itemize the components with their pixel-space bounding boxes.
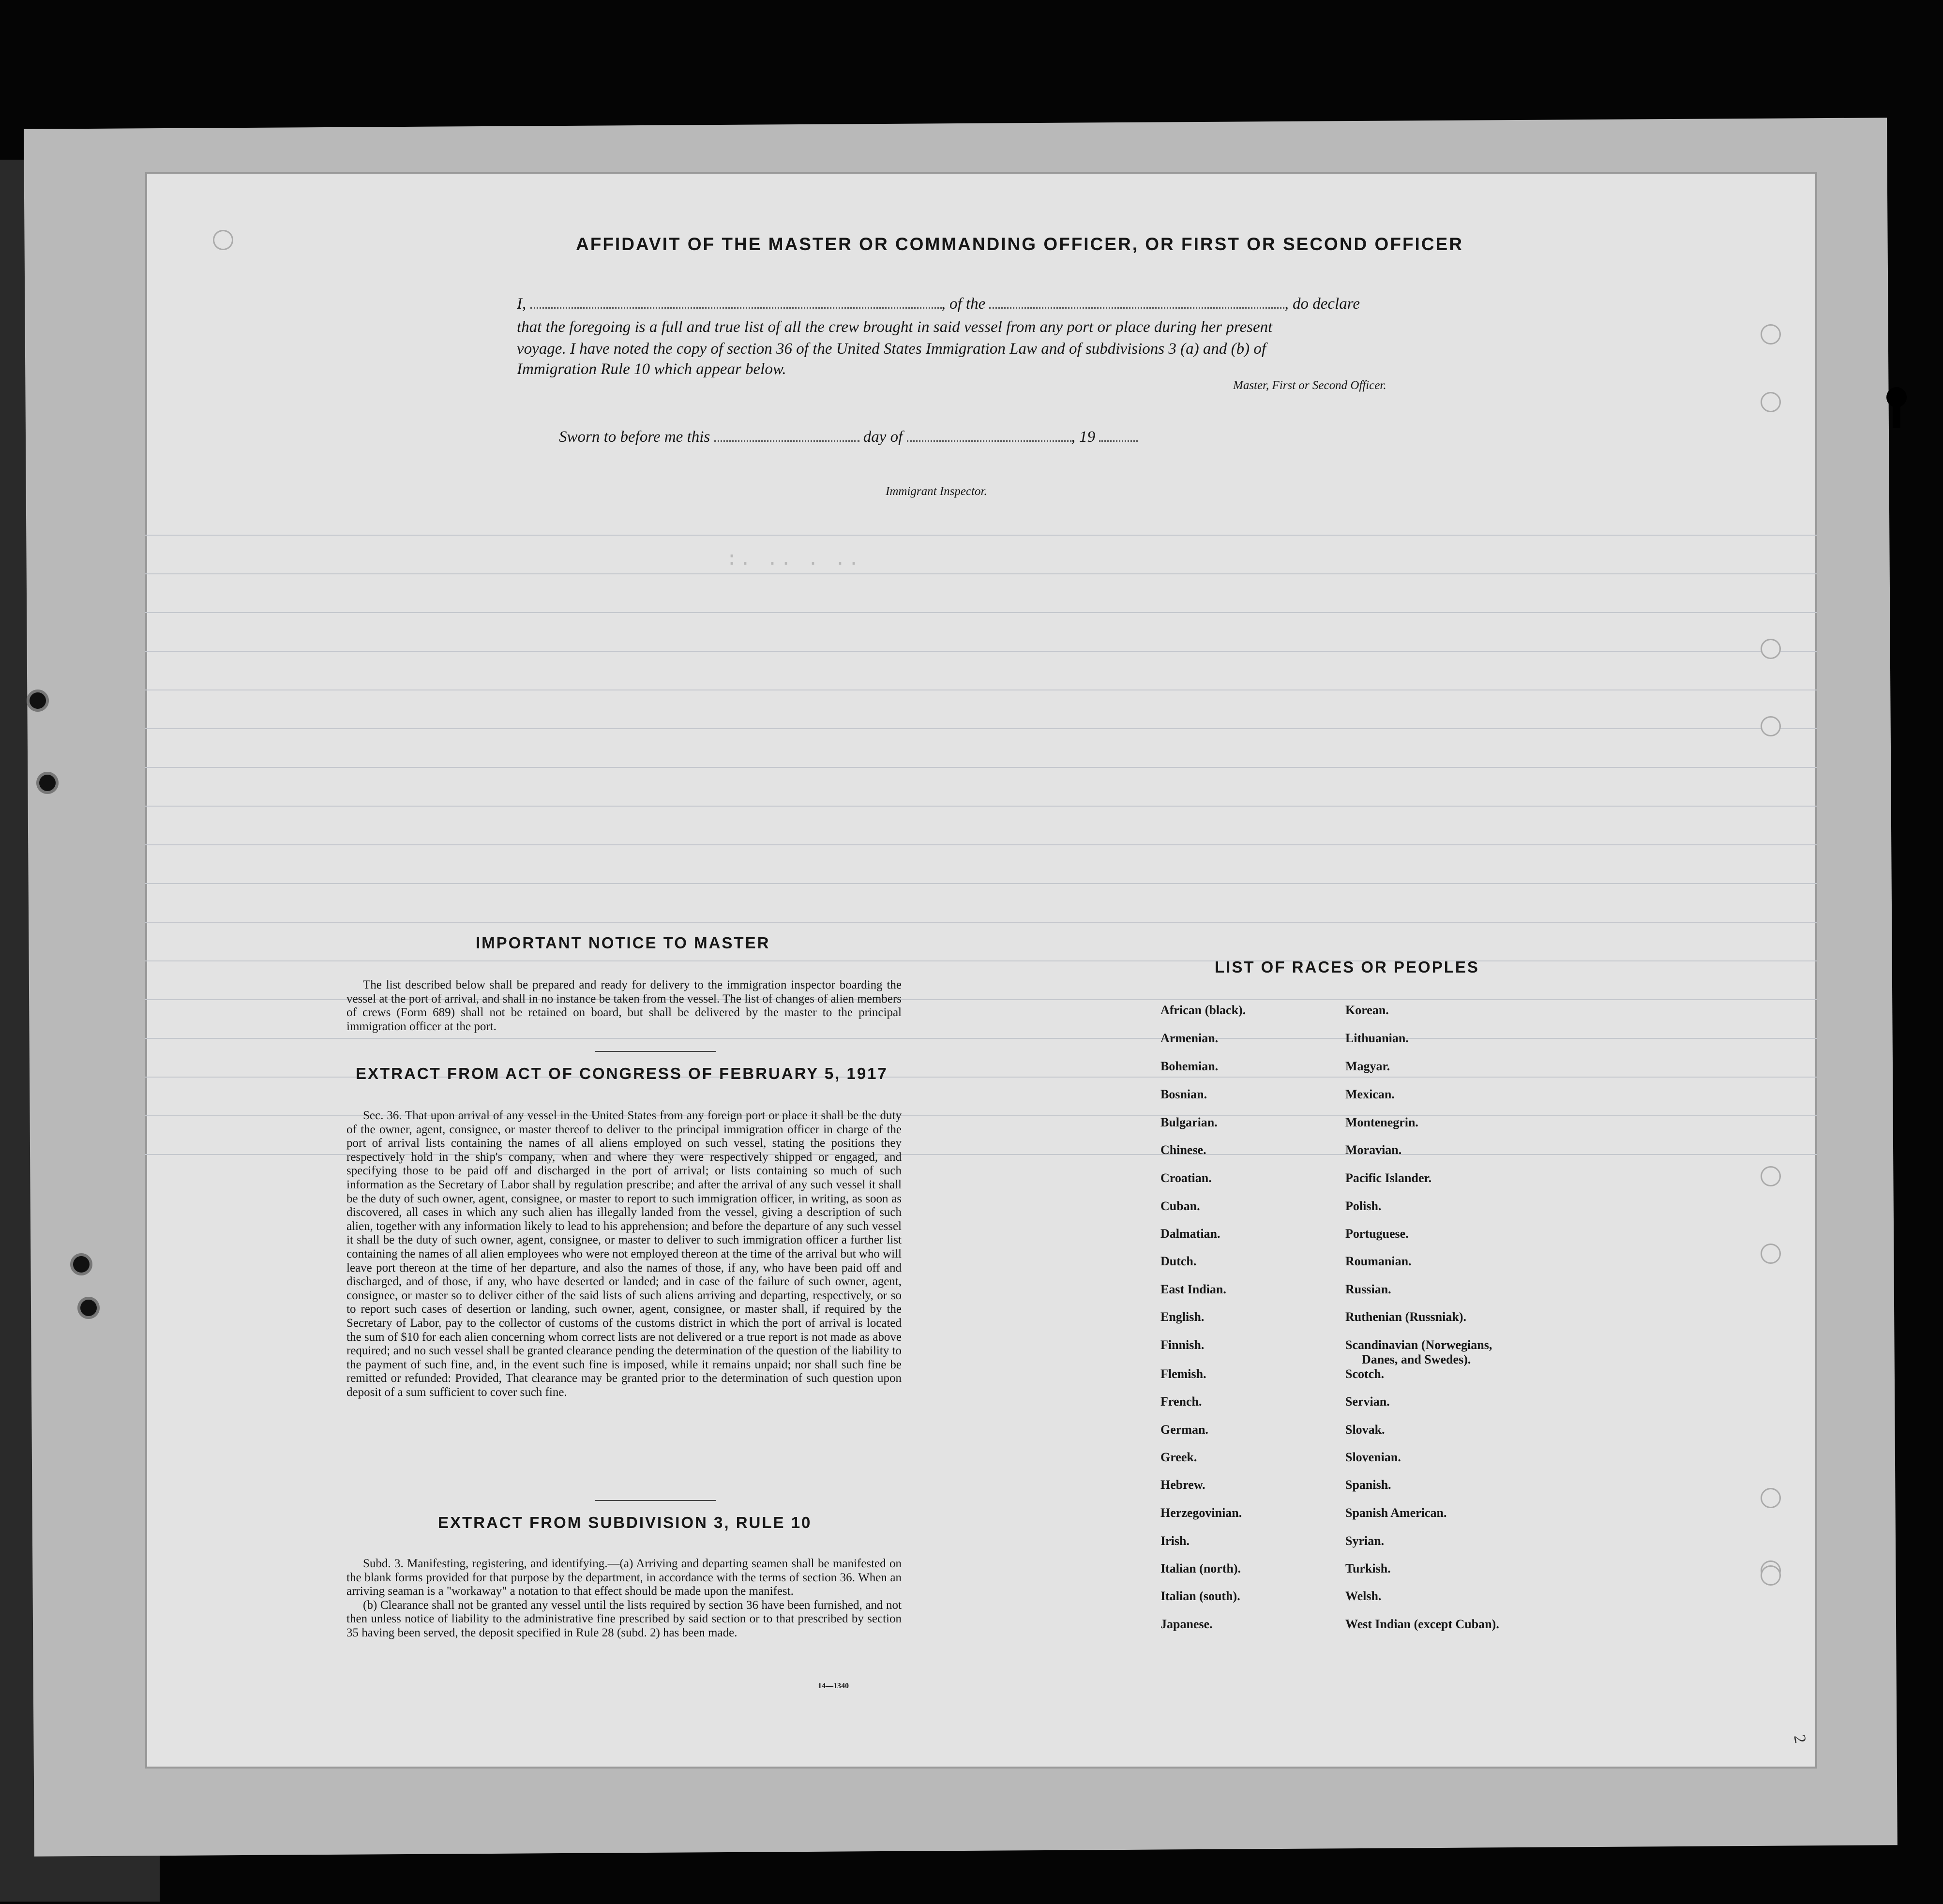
ruled-line <box>145 922 1817 923</box>
sworn-line <box>559 428 1138 446</box>
race-entry: Korean. <box>1345 1003 1389 1017</box>
race-entry: Ruthenian (Russniak). <box>1345 1310 1466 1324</box>
act-heading: EXTRACT FROM ACT OF CONGRESS OF FEBRUARY 5, 1917 <box>356 1064 888 1082</box>
hole-reinforcement <box>1761 1244 1781 1264</box>
bleed-through-text: :. .. . .. <box>726 549 862 571</box>
sworn-month-blank <box>907 429 1071 442</box>
hole-reinforcement <box>1761 716 1781 736</box>
race-entry: French. <box>1160 1394 1202 1409</box>
race-entry: Greek. <box>1160 1450 1197 1464</box>
race-entry: Slovenian. <box>1345 1450 1401 1464</box>
ruled-line <box>145 573 1817 574</box>
declaration-of-the: , of the <box>941 295 986 313</box>
race-entry: English. <box>1160 1310 1205 1324</box>
sworn-prefix: Sworn to before me this <box>559 428 710 446</box>
race-entry: Bohemian. <box>1160 1059 1219 1073</box>
master-signature-label: Master, First or Second Officer. <box>1233 379 1386 392</box>
hole-reinforcement <box>1761 324 1781 345</box>
race-entry: Mexican. <box>1345 1087 1395 1101</box>
race-entry: Croatian. <box>1160 1171 1212 1185</box>
race-entry: Lithuanian. <box>1345 1031 1409 1045</box>
race-entry: Italian (south). <box>1160 1589 1240 1603</box>
ruled-line <box>145 651 1817 652</box>
notice-text <box>346 978 902 1034</box>
race-entry: Irish. <box>1160 1534 1190 1548</box>
vessel-blank <box>989 296 1284 309</box>
hole-reinforcement <box>213 230 233 250</box>
race-entry: Italian (north). <box>1160 1561 1241 1575</box>
race-entry: Armenian. <box>1160 1031 1219 1045</box>
race-entry: German. <box>1160 1423 1208 1437</box>
races-heading: LIST OF RACES OR PEOPLES <box>1215 958 1479 976</box>
race-entry: Dalmatian. <box>1160 1227 1220 1241</box>
race-entry: Chinese. <box>1160 1143 1206 1157</box>
race-entry: Dutch. <box>1160 1254 1197 1268</box>
inspector-signature-label: Immigrant Inspector. <box>886 485 987 498</box>
race-entry: Spanish. <box>1345 1478 1391 1492</box>
rule-heading: EXTRACT FROM SUBDIVISION 3, RULE 10 <box>438 1514 812 1531</box>
race-entry: Cuban. <box>1160 1199 1200 1213</box>
race-entry: Japanese. <box>1160 1617 1213 1631</box>
race-entry: Syrian. <box>1345 1534 1385 1548</box>
binder-hole <box>36 772 59 794</box>
manifest-sheet <box>145 172 1817 1769</box>
race-entry: Bulgarian. <box>1160 1115 1218 1129</box>
binder-hole <box>27 690 49 712</box>
race-entry: Magyar. <box>1345 1059 1390 1073</box>
rule-paragraph-a: Subd. 3. Manifesting, registering, and identifying.—(a) Arriving and departing seamen shall be manifested on the blank forms provided for that purpose by the department, in accordance with the terms of section 36. When an arriving seaman is a "workaway" a notation to that effect should be made upon the manifest. <box>346 1557 902 1598</box>
ruled-line <box>145 960 1817 961</box>
ruled-line <box>145 844 1817 845</box>
declaration-do-declare: , do declare <box>1284 295 1360 313</box>
sworn-date-blank <box>714 429 859 442</box>
race-entry: Hebrew. <box>1160 1478 1205 1492</box>
race-entry: Russian. <box>1345 1282 1391 1296</box>
ruled-line <box>145 728 1817 729</box>
race-entry: West Indian (except Cuban). <box>1345 1617 1499 1631</box>
hole-reinforcement <box>1761 392 1781 412</box>
declaration-line-3: voyage. I have noted the copy of section 36 of the United States Immigration Law and of subdivisions 3 (a) and (b) of <box>517 340 1266 358</box>
notice-heading: IMPORTANT NOTICE TO MASTER <box>476 934 770 952</box>
keyhole-punch <box>1886 387 1907 407</box>
declaration-line-4: Immigration Rule 10 which appear below. <box>517 360 786 378</box>
declaration-line-2: that the foregoing is a full and true list of all the crew brought in said vessel from any port or place during her present <box>517 318 1273 336</box>
rule-paragraph-b: (b) Clearance shall not be granted any vessel until the lists required by section 36 have been furnished, and not then unless notice of liability to the administrative fine prescribed by said section or to that prescribed by section 35 having been served, the deposit specified in Rule 28 (subd. 2) has been made. <box>346 1598 902 1639</box>
sworn-day-of: day of <box>863 428 903 446</box>
ruled-line <box>145 883 1817 884</box>
race-entry: Pacific Islander. <box>1345 1171 1432 1185</box>
race-entry: Turkish. <box>1345 1561 1391 1575</box>
ruled-line <box>145 612 1817 613</box>
rule-text <box>346 1557 902 1640</box>
race-entry: African (black). <box>1160 1003 1246 1017</box>
race-entry: Flemish. <box>1160 1367 1206 1381</box>
ruled-line <box>145 767 1817 768</box>
sworn-year-blank <box>1099 429 1138 442</box>
notice-paragraph: The list described below shall be prepared and ready for delivery to the immigration inspector boarding the vessel at the port of arrival, and shall in no instance be taken from the vessel. The list of changes of alien members of crews (Form 689) shall not be retained on board, but shall be delivered by the master to the principal immigration officer at the port. <box>346 978 902 1033</box>
race-entry: Welsh. <box>1345 1589 1382 1603</box>
page-number: 2 <box>1790 1733 1809 1745</box>
ruled-line <box>145 535 1817 536</box>
binder-hole <box>70 1253 92 1275</box>
hole-reinforcement <box>1761 1488 1781 1508</box>
race-entry: Roumanian. <box>1345 1254 1412 1268</box>
binder-hole <box>77 1297 100 1319</box>
race-entry: Slovak. <box>1345 1423 1385 1437</box>
race-entry: Spanish American. <box>1345 1506 1447 1520</box>
declaration-line-1 <box>517 295 1360 313</box>
race-entry: Finnish. <box>1160 1338 1205 1352</box>
race-entry: Herzegovinian. <box>1160 1506 1242 1520</box>
race-entry: Servian. <box>1345 1394 1390 1409</box>
act-text <box>346 1109 902 1399</box>
race-entry: East Indian. <box>1160 1282 1226 1296</box>
hole-reinforcement <box>1761 639 1781 659</box>
race-entry: Scotch. <box>1345 1367 1385 1381</box>
form-number: 14—1340 <box>818 1682 849 1690</box>
race-entry: Polish. <box>1345 1199 1382 1213</box>
section-divider <box>595 1051 716 1052</box>
race-entry: Scandinavian (Norwegians, Danes, and Swedes). <box>1345 1338 1492 1366</box>
race-entry: Portuguese. <box>1345 1227 1409 1241</box>
name-blank <box>530 296 942 309</box>
ruled-line <box>145 1038 1817 1039</box>
sworn-year: , 19 <box>1071 428 1096 446</box>
section-divider <box>595 1500 716 1501</box>
hole-reinforcement <box>1761 1166 1781 1186</box>
race-entry: Montenegrin. <box>1345 1115 1418 1129</box>
hole-reinforcement <box>1761 1565 1781 1586</box>
act-paragraph: Sec. 36. That upon arrival of any vessel in the United States from any foreign port or place it shall be the duty of the owner, agent, consignee, or master thereof to deliver to the principal immigration officer in charge of the port of arrival lists containing the names of all aliens employed on such vessel, stating the positions they respectively hold in the ship's company, when and where they were respectively shipped or engaged, and specifying those to be paid off and discharged in the port of arrival; or lists containing so much of such information as the Secretary of Labor shall by regulation prescribe; and after the arrival of any such vessel it shall be the duty of such owner, agent, consignee, or master to report to such immigration officer, in writing, as soon as discovered, all cases in which any such alien has illegally landed from the vessel, giving a description of such alien, together with any information likely to lead to his apprehension; and before the departure of any such vessel it shall be the duty of such owner, agent, consignee, or master to deliver to such immigration officer a further list containing the names of all alien employees who were not employed thereon at the time of the arrival but who will leave port thereon at the time of her departure, and also the names of those, if any, who have been paid off and discharged, and of those, if any, who have deserted or landed; and in case of the failure of such owner, agent, consignee, or master so to deliver either of the said lists of such aliens arriving and departing, respectively, or so to report such cases of desertion or landing, such owner, agent, consignee, or master shall, if required by the Secretary of Labor, pay to the collector of customs of the customs district in which the port of arrival is located the sum of $10 for each alien concerning whom correct lists are not delivered or a true report is not made as above required; and no such vessel shall be granted clearance pending the determination of the question of the liability to the payment of such fine, and, in the event such fine is imposed, while it remains unpaid; nor shall such fine be remitted or refunded: Provided, That clearance may be granted prior to the determination of such question upon deposit of a sum sufficient to cover such fine. <box>346 1109 902 1399</box>
race-entry: Moravian. <box>1345 1143 1402 1157</box>
race-entry: Bosnian. <box>1160 1087 1207 1101</box>
affidavit-title: AFFIDAVIT OF THE MASTER OR COMMANDING OFFICER, OR FIRST OR SECOND OFFICER <box>576 234 1463 254</box>
declaration-i: I, <box>517 295 527 313</box>
ruled-line <box>145 806 1817 807</box>
